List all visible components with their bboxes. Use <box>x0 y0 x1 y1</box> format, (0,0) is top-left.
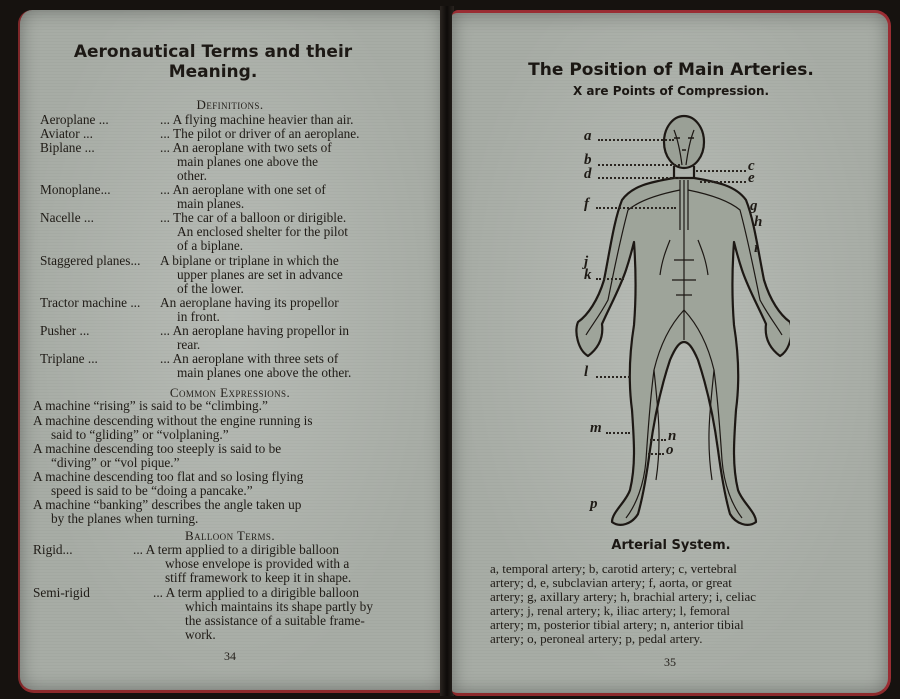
definition-line: of the lower. <box>177 281 244 296</box>
definition-line: ... The car of a balloon or dirigible. <box>160 210 347 225</box>
title-line-1: Aeronautical Terms and their <box>73 42 353 62</box>
expression-line: A machine descending too steeply is said to be <box>33 441 282 456</box>
expression-line: A machine descending without the engine running is <box>33 413 313 428</box>
expression-paragraph <box>33 470 419 498</box>
label-n: n <box>668 428 677 444</box>
definition-term: Monoplane... <box>40 182 111 197</box>
definition-text <box>160 183 422 211</box>
definition-line: main planes one above the <box>177 154 319 169</box>
legend-line: a, temporal artery; b, carotid artery; c, vertebral <box>490 561 737 576</box>
leader-n <box>650 439 666 441</box>
legend-line: artery; d, e, subclavian artery; f, aorta, or great <box>490 575 732 590</box>
page-number-left: 34 <box>224 649 236 663</box>
definition-line: of a biplane. <box>177 238 244 253</box>
definition-line: main planes. <box>177 196 245 211</box>
balloon-term-line: whose envelope is provided with a <box>165 556 350 571</box>
label-o: o <box>666 442 674 458</box>
title-line-2: Meaning. <box>168 62 258 82</box>
leader-m <box>606 432 630 434</box>
definition-text <box>160 113 422 127</box>
leader-l <box>596 376 630 378</box>
leader-a <box>598 139 674 141</box>
balloon-term-line: work. <box>185 627 216 642</box>
leader-f <box>596 207 676 209</box>
definition-line: upper planes are set in advance <box>177 267 343 282</box>
definition-line: main planes one above the other. <box>177 365 352 380</box>
label-f: f <box>584 196 589 212</box>
balloon-term: Rigid... <box>33 542 73 557</box>
balloon-term-text <box>133 543 419 585</box>
definition-term: Tractor machine ... <box>40 295 141 310</box>
right-page-title: The Position of Main Arteries. <box>528 60 814 80</box>
leader-e <box>700 181 746 183</box>
expressions-heading: Common Expressions. <box>169 385 291 400</box>
leader-k <box>596 278 624 280</box>
label-l: l <box>584 364 589 380</box>
definition-term: Staggered planes... <box>40 253 141 268</box>
legend-line: artery; m, posterior tibial artery; n, anterior tibial <box>490 617 744 632</box>
figure-legend <box>490 562 852 646</box>
definition-term: Aeroplane ... <box>40 112 109 127</box>
definition-line: An aeroplane having its propellor <box>160 295 339 310</box>
leader-c <box>696 170 746 172</box>
leader-o <box>648 453 664 455</box>
balloon-term-text <box>153 586 419 642</box>
definition-term: Aviator ... <box>40 126 93 141</box>
label-i: i <box>754 240 759 256</box>
definition-line: other. <box>177 168 207 183</box>
expression-line: A machine descending too flat and so losing flying <box>33 469 304 484</box>
legend-line: artery; g, axillary artery; h, brachial artery; i, celiac <box>490 589 756 604</box>
expression-paragraph <box>33 442 419 470</box>
definition-text <box>160 211 422 253</box>
definition-term: Triplane ... <box>40 351 98 366</box>
expression-line: said to “gliding” or “volplaning.” <box>51 427 229 442</box>
expression-line: “diving” or “vol pique.” <box>51 455 180 470</box>
definition-term: Nacelle ... <box>40 210 94 225</box>
expression-paragraph <box>33 399 419 413</box>
balloon-term: Semi-rigid <box>33 585 90 600</box>
balloon-term-line: the assistance of a suitable frame- <box>185 613 365 628</box>
balloon-term-line: ... A term applied to a dirigible balloon <box>153 585 360 600</box>
figure-caption: Arterial System. <box>611 538 731 553</box>
legend-line: artery; o, peroneal artery; p, pedal artery. <box>490 631 703 646</box>
definition-line: ... An aeroplane with one set of <box>160 182 326 197</box>
expression-line: speed is said to be “doing a pancake.” <box>51 483 253 498</box>
definition-line: ... An aeroplane having propellor in <box>160 323 350 338</box>
leader-b <box>598 164 680 166</box>
label-k: k <box>584 267 592 283</box>
definition-text <box>160 324 422 352</box>
right-page-subtitle: X are Points of Compression. <box>572 84 770 98</box>
definition-line: An enclosed shelter for the pilot <box>177 224 348 239</box>
balloon-term-line: which maintains its shape partly by <box>185 599 373 614</box>
balloon-term-line: ... A term applied to a dirigible balloon <box>133 542 340 557</box>
left-page-title <box>30 42 396 82</box>
label-p: p <box>590 496 598 512</box>
definition-line: ... An aeroplane with two sets of <box>160 140 332 155</box>
definition-line: ... An aeroplane with three sets of <box>160 351 339 366</box>
definition-line: in front. <box>177 309 220 324</box>
label-g: g <box>750 198 758 214</box>
definition-text <box>160 141 422 183</box>
label-d: d <box>584 166 592 182</box>
label-a: a <box>584 128 592 144</box>
definition-line: ... The pilot or driver of an aeroplane. <box>160 126 360 141</box>
arterial-system-figure <box>570 110 790 535</box>
legend-line: artery; j, renal artery; k, iliac artery; l, femoral <box>490 603 731 618</box>
definition-line: rear. <box>177 337 201 352</box>
definition-text <box>160 254 422 296</box>
definition-term: Biplane ... <box>40 140 95 155</box>
definition-text <box>160 127 422 141</box>
definition-text <box>160 352 422 380</box>
label-b: b <box>584 152 592 168</box>
definition-term: Pusher ... <box>40 323 90 338</box>
definition-text <box>160 296 422 324</box>
balloon-term-line: stiff framework to keep it in shape. <box>165 570 352 585</box>
definition-line: ... A flying machine heavier than air. <box>160 112 354 127</box>
expression-line: by the planes when turning. <box>51 511 199 526</box>
label-m: m <box>590 420 602 436</box>
label-c: c <box>748 158 755 174</box>
label-j: j <box>584 254 589 270</box>
definitions-heading: Definitions. <box>196 97 264 112</box>
balloon-terms-heading: Balloon Terms. <box>185 528 275 543</box>
definition-line: A biplane or triplane in which the <box>160 253 339 268</box>
label-h: h <box>754 214 763 230</box>
expression-line: A machine “rising” is said to be “climbing.” <box>33 398 268 413</box>
expression-paragraph <box>33 498 419 526</box>
label-e: e <box>748 170 755 186</box>
expression-line: A machine “banking” describes the angle taken up <box>33 497 302 512</box>
leader-d <box>598 177 680 179</box>
page-number-right: 35 <box>664 655 676 669</box>
expression-paragraph <box>33 414 419 442</box>
